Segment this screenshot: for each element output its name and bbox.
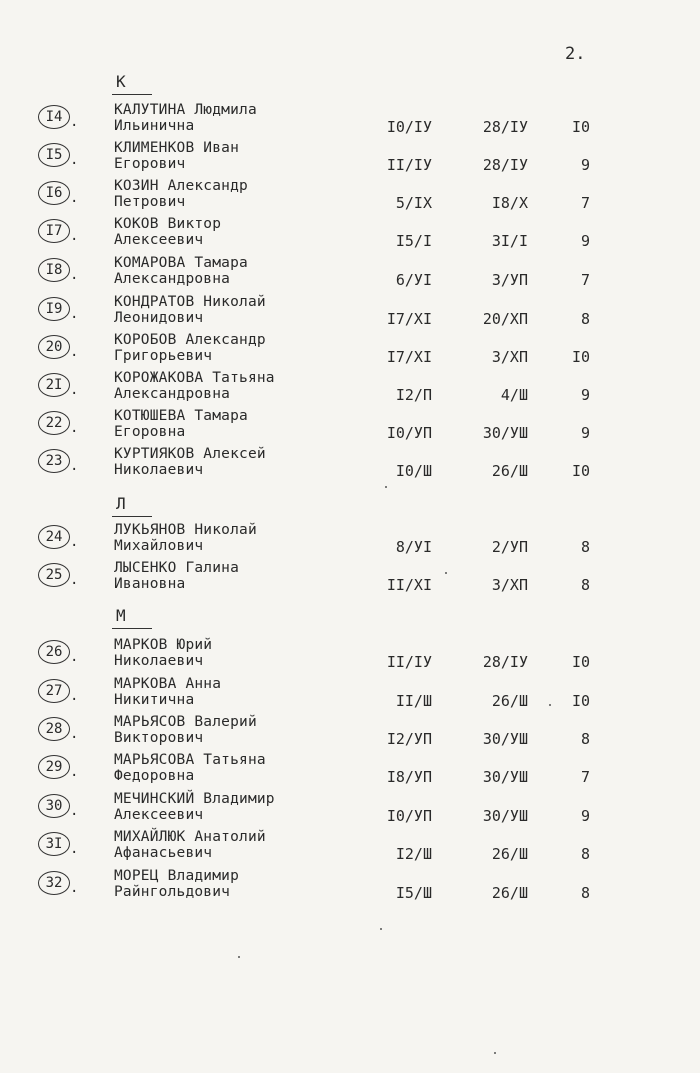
list-item: 22 . КОТЮШЕВА Тамара Егоровна I0/УП 30/УШ 9 xyxy=(0,408,700,446)
date-from: II/IУ xyxy=(386,653,432,671)
date-from: I7/XI xyxy=(386,348,432,366)
count: 8 xyxy=(580,576,590,594)
count: 8 xyxy=(580,884,590,902)
date-from: II/Ш xyxy=(395,692,432,710)
date-from: 8/УI xyxy=(395,538,432,556)
entry-number: I7 xyxy=(38,219,70,243)
surname-firstname: МОРЕЦ Владимир xyxy=(114,868,240,884)
date-to: 28/IУ xyxy=(482,156,528,174)
list-item: I4 . КАЛУТИНА Людмила Ильинична I0/IУ 28/IУ I0 xyxy=(0,102,700,140)
list-item: 26 . МАРКОВ Юрий Николаевич II/IУ 28/IУ I0 xyxy=(0,637,700,675)
scan-speck xyxy=(494,1052,496,1054)
date-to: 30/УШ xyxy=(482,768,528,786)
entry-number: 3I xyxy=(38,832,70,856)
patronymic: Ивановна xyxy=(114,576,186,592)
list-item: 27 . МАРКОВА Анна Никитична II/Ш 26/Ш I0 xyxy=(0,676,700,714)
count: 8 xyxy=(580,538,590,556)
scan-speck xyxy=(445,572,447,574)
entry-number: 22 xyxy=(38,411,70,435)
list-item: 24 . ЛУКЬЯНОВ Николай Михайлович 8/УI 2/УП 8 xyxy=(0,522,700,560)
list-item: I5 . КЛИМЕНКОВ Иван Егорович II/IУ 28/IУ 9 xyxy=(0,140,700,178)
entry-number: 29 xyxy=(38,755,70,779)
count: I0 xyxy=(571,118,590,136)
list-item: 29 . МАРЬЯСОВА Татьяна Федоровна I8/УП 30/УШ 7 xyxy=(0,752,700,790)
date-to: 26/Ш xyxy=(491,845,528,863)
scan-speck xyxy=(380,928,382,930)
date-from: I7/XI xyxy=(386,310,432,328)
scan-speck xyxy=(385,486,387,488)
date-to: 30/УШ xyxy=(482,730,528,748)
patronymic: Николаевич xyxy=(114,653,204,669)
patronymic: Егорович xyxy=(114,156,186,172)
count: I0 xyxy=(571,462,590,480)
patronymic: Алексеевич xyxy=(114,232,204,248)
date-from: I5/I xyxy=(395,232,432,250)
date-to: 2/УП xyxy=(491,538,528,556)
count: 9 xyxy=(580,424,590,442)
surname-firstname: МЕЧИНСКИЙ Владимир xyxy=(114,791,275,807)
count: 7 xyxy=(580,271,590,289)
entry-number: 27 xyxy=(38,679,70,703)
patronymic: Николаевич xyxy=(114,462,204,478)
list-item: I6 . КОЗИН Александр Петрович 5/IX I8/X 7 xyxy=(0,178,700,216)
entry-number: 28 xyxy=(38,717,70,741)
list-item: 23 . КУРТИЯКОВ Алексей Николаевич I0/Ш 26/Ш I0 xyxy=(0,446,700,484)
section-letter-k: К xyxy=(116,72,156,91)
date-to: 28/IУ xyxy=(482,653,528,671)
count: I0 xyxy=(571,348,590,366)
entry-number: I8 xyxy=(38,258,70,282)
patronymic: Афанасьевич xyxy=(114,845,213,861)
surname-firstname: МАРКОВА Анна xyxy=(114,676,222,692)
surname-firstname: КЛИМЕНКОВ Иван xyxy=(114,140,240,156)
date-to: 28/IУ xyxy=(482,118,528,136)
count: 8 xyxy=(580,310,590,328)
date-from: 5/IX xyxy=(395,194,432,212)
scan-speck xyxy=(238,956,240,958)
list-item: I7 . КОКОВ Виктор Алексеевич I5/I 3I/I 9 xyxy=(0,216,700,254)
date-from: I8/УП xyxy=(386,768,432,786)
count: I0 xyxy=(571,653,590,671)
patronymic: Викторович xyxy=(114,730,204,746)
count: 9 xyxy=(580,386,590,404)
patronymic: Райнгольдович xyxy=(114,884,231,900)
entry-number: 20 xyxy=(38,335,70,359)
surname-firstname: КАЛУТИНА Людмила xyxy=(114,102,257,118)
entry-number: 32 xyxy=(38,871,70,895)
date-to: 3/XП xyxy=(491,348,528,366)
date-to: I8/X xyxy=(491,194,528,212)
entry-number: I9 xyxy=(38,297,70,321)
surname-firstname: КОКОВ Виктор xyxy=(114,216,222,232)
surname-firstname: МИХАЙЛЮК Анатолий xyxy=(114,829,266,845)
patronymic: Егоровна xyxy=(114,424,186,440)
section-letter-m: М xyxy=(116,606,156,625)
count: 8 xyxy=(580,730,590,748)
entry-number: 23 xyxy=(38,449,70,473)
list-item: I8 . КОМАРОВА Тамара Александровна 6/УI 3/УП 7 xyxy=(0,255,700,293)
surname-firstname: КУРТИЯКОВ Алексей xyxy=(114,446,266,462)
patronymic: Ильинична xyxy=(114,118,195,134)
patronymic: Федоровна xyxy=(114,768,195,784)
date-to: 3/XП xyxy=(491,576,528,594)
entry-number: 30 xyxy=(38,794,70,818)
count: 9 xyxy=(580,232,590,250)
date-from: I2/П xyxy=(395,386,432,404)
surname-firstname: КОМАРОВА Тамара xyxy=(114,255,248,271)
entry-number: 2I xyxy=(38,373,70,397)
patronymic: Александровна xyxy=(114,386,231,402)
surname-firstname: КОРОБОВ Александр xyxy=(114,332,266,348)
date-to: 3/УП xyxy=(491,271,528,289)
patronymic: Александровна xyxy=(114,271,231,287)
date-from: I0/УП xyxy=(386,424,432,442)
list-item: 30 . МЕЧИНСКИЙ Владимир Алексеевич I0/УП 30/УШ 9 xyxy=(0,791,700,829)
date-from: I0/УП xyxy=(386,807,432,825)
count: 7 xyxy=(580,194,590,212)
entry-number: 25 xyxy=(38,563,70,587)
date-from: 6/УI xyxy=(395,271,432,289)
date-from: I0/Ш xyxy=(395,462,432,480)
patronymic: Леонидович xyxy=(114,310,204,326)
section-letter-l: Л xyxy=(116,494,156,513)
entry-number: I5 xyxy=(38,143,70,167)
date-from: II/XI xyxy=(386,576,432,594)
surname-firstname: КОРОЖАКОВА Татьяна xyxy=(114,370,275,386)
count: 9 xyxy=(580,807,590,825)
patronymic: Петрович xyxy=(114,194,186,210)
entry-number: I6 xyxy=(38,181,70,205)
count: 9 xyxy=(580,156,590,174)
entry-number: 26 xyxy=(38,640,70,664)
date-from: I5/Ш xyxy=(395,884,432,902)
count: 7 xyxy=(580,768,590,786)
date-to: 4/Ш xyxy=(500,386,528,404)
surname-firstname: КОНДРАТОВ Николай xyxy=(114,294,266,310)
count: I0 xyxy=(571,692,590,710)
date-from: I2/Ш xyxy=(395,845,432,863)
surname-firstname: МАРЬЯСОВ Валерий xyxy=(114,714,257,730)
date-to: 30/УШ xyxy=(482,807,528,825)
date-to: 26/Ш xyxy=(491,462,528,480)
surname-firstname: КОТЮШЕВА Тамара xyxy=(114,408,248,424)
list-item: 2I . КОРОЖАКОВА Татьяна Александровна I2/П 4/Ш 9 xyxy=(0,370,700,408)
patronymic: Никитична xyxy=(114,692,195,708)
surname-firstname: ЛУКЬЯНОВ Николай xyxy=(114,522,257,538)
list-item: 28 . МАРЬЯСОВ Валерий Викторович I2/УП 30/УШ 8 xyxy=(0,714,700,752)
entry-number: 24 xyxy=(38,525,70,549)
date-from: I0/IУ xyxy=(386,118,432,136)
surname-firstname: МАРКОВ Юрий xyxy=(114,637,213,653)
date-to: 26/Ш xyxy=(491,884,528,902)
patronymic: Алексеевич xyxy=(114,807,204,823)
patronymic: Михайлович xyxy=(114,538,204,554)
list-item: I9 . КОНДРАТОВ Николай Леонидович I7/XI 20/XП 8 xyxy=(0,294,700,332)
patronymic: Григорьевич xyxy=(114,348,213,364)
surname-firstname: МАРЬЯСОВА Татьяна xyxy=(114,752,266,768)
surname-firstname: КОЗИН Александр xyxy=(114,178,248,194)
date-to: 30/УШ xyxy=(482,424,528,442)
list-item: 32 . МОРЕЦ Владимир Райнгольдович I5/Ш 26/Ш 8 xyxy=(0,868,700,906)
list-item: 25 . ЛЫСЕНКО Галина Ивановна II/XI 3/XП 8 xyxy=(0,560,700,598)
count: 8 xyxy=(580,845,590,863)
scan-speck xyxy=(549,704,551,706)
date-to: 3I/I xyxy=(491,232,528,250)
date-from: II/IУ xyxy=(386,156,432,174)
date-from: I2/УП xyxy=(386,730,432,748)
list-item: 20 . КОРОБОВ Александр Григорьевич I7/XI 3/XП I0 xyxy=(0,332,700,370)
surname-firstname: ЛЫСЕНКО Галина xyxy=(114,560,240,576)
list-item: 3I . МИХАЙЛЮК Анатолий Афанасьевич I2/Ш 26/Ш 8 xyxy=(0,829,700,867)
date-to: 20/XП xyxy=(482,310,528,328)
page-number: 2. xyxy=(565,44,586,64)
entry-number: I4 xyxy=(38,105,70,129)
date-to: 26/Ш xyxy=(491,692,528,710)
